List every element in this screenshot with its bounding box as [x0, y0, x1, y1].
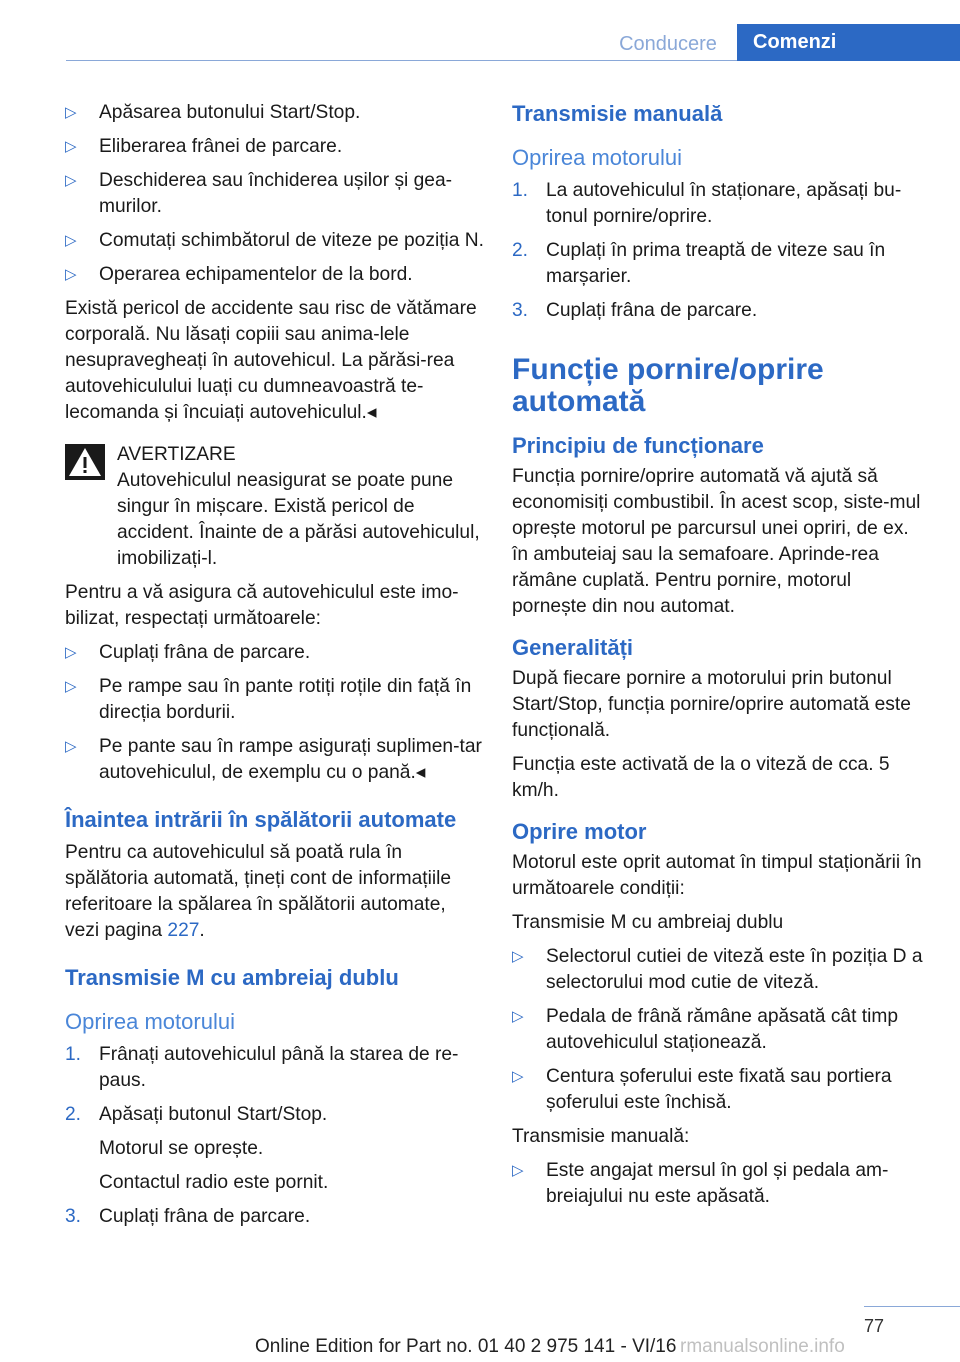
triangle-bullet-icon: ▷ [65, 644, 77, 661]
list-item: ▷ Eliberarea frânei de parcare. [65, 134, 485, 160]
list-item: ▷ Pe rampe sau în pante rotiți roțile din față în direcția bordurii. [65, 676, 472, 723]
stop-engine-heading: Oprirea motorului [65, 1009, 235, 1034]
carwash-heading: Înaintea intrării în spălătorii automate [65, 807, 457, 832]
step-item: 2. Apăsați butonul Start/Stop. [65, 1104, 328, 1125]
principle-paragraph: Funcția pornire/oprire automată vă ajută să economisiți combustibil. În acest scop, siste-mul oprește motorul pe parcursul unei opriri, de ex. în ambuteiaj sau la semafoare. Aprinde-rea rămâne cuplată. Pentru pornire, motorul pornește din nou automat. [512, 466, 921, 617]
list-item: ▷ Deschiderea sau închiderea ușilor și gea-murilor. [65, 170, 453, 217]
engine-off-heading: Oprire motor [512, 819, 647, 844]
triangle-bullet-icon: ▷ [512, 1008, 524, 1025]
step-item: 1. Frânați autovehiculul până la starea de re-paus. [65, 1044, 459, 1091]
manual-label: Transmisie manuală: [512, 1126, 690, 1147]
triangle-bullet-icon: ▷ [512, 1162, 524, 1179]
mdct-label: Transmisie M cu ambreiaj dublu [512, 912, 784, 933]
step-item: 1. La autovehiculul în staționare, apăsați bu-tonul pornire/oprire. [512, 180, 902, 227]
step-detail: Motorul se oprește. [99, 1138, 264, 1159]
left-column [65, 100, 485, 1238]
triangle-bullet-icon: ▷ [65, 172, 77, 189]
step-item: 2. Cuplați în prima treaptă de viteze sau în marșarier. [512, 240, 886, 287]
secure-intro: Pentru a vă asigura că autovehiculul este imo-bilizat, respectați următoarele: [65, 582, 459, 629]
list-item: ▷ Operarea echipamentelor de la bord. [65, 262, 485, 288]
step-item: 3. Cuplați frâna de parcare. [65, 1206, 311, 1227]
footer-rule [864, 1306, 960, 1307]
engine-off-paragraph: Motorul este oprit automat în timpul staționării în următoarele condiții: [512, 852, 922, 899]
speed-paragraph: Funcția este activată de la o viteză de cca. 5 km/h. [512, 754, 890, 801]
warning-block [65, 442, 485, 572]
right-column [512, 100, 927, 1218]
tab-comenzi[interactable]: Comenzi [737, 24, 960, 61]
carwash-paragraph: Pentru ca autovehiculul să poată rula în spălătoria automată, țineți cont de informațiile referitoare la spălarea în spălătorii automate, vezi pagina 227. [65, 842, 452, 941]
general-heading: Generalități [512, 635, 634, 660]
page-link[interactable]: 227 [167, 920, 200, 941]
step-detail: Contactul radio este pornit. [99, 1172, 329, 1193]
watermark: rmanualsonline.info [680, 1336, 845, 1357]
mdct-heading: Transmisie M cu ambreiaj dublu [65, 965, 399, 990]
list-item: ▷ Pedala de frână rămâne apăsată cât timp autovehiculul staționează. [512, 1006, 898, 1053]
warning-title: AVERTIZARE [117, 444, 236, 465]
warning-icon [65, 444, 105, 480]
triangle-bullet-icon: ▷ [65, 104, 77, 121]
autostart-heading: Funcție pornire/oprire automată [512, 353, 824, 418]
principle-heading: Principiu de funcționare [512, 433, 764, 458]
manual-heading: Transmisie manuală [512, 101, 723, 126]
list-item: ▷ Cuplați frâna de parcare. [65, 640, 485, 666]
triangle-bullet-icon: ▷ [65, 232, 77, 249]
triangle-bullet-icon: ▷ [512, 1068, 524, 1085]
tab-conducere[interactable]: Conducere [619, 33, 717, 55]
triangle-bullet-icon: ▷ [512, 948, 524, 965]
triangle-bullet-icon: ▷ [65, 138, 77, 155]
warning-text: Autovehiculul neasigurat se poate pune singur în mișcare. Există pericol de accident. Înainte de a părăsi autovehiculul, imobilizați-l. [117, 470, 480, 569]
danger-paragraph: Există pericol de accidente sau risc de vătămare corporală. Nu lăsați copiii sau anima-lele nesupravegheați în autovehicul. La părăsi-rea autovehiculului luați cu dumneavoastră te-lecomanda și încuiați autovehiculul.◂ [65, 298, 477, 423]
edition-line: Online Edition for Part no. 01 40 2 975 141 - VI/16 [255, 1336, 677, 1357]
triangle-bullet-icon: ▷ [65, 678, 77, 695]
list-item: ▷ Este angajat mersul în gol și pedala am-breiajului nu este apăsată. [512, 1160, 889, 1207]
step-item: 3. Cuplați frâna de parcare. [512, 300, 758, 321]
general-paragraph: După fiecare pornire a motorului prin butonul Start/Stop, funcția pornire/oprire automată este funcțională. [512, 668, 911, 741]
page-number: 77 [864, 1316, 885, 1336]
list-item: ▷ Selectorul cutiei de viteză este în poziția D a selectorului mod cutie de viteză. [512, 946, 923, 993]
list-item: ▷ Apăsarea butonului Start/Stop. [65, 100, 485, 126]
triangle-bullet-icon: ▷ [65, 266, 77, 283]
list-item: ▷ Comutați schimbătorul de viteze pe poziția N. [65, 228, 485, 254]
triangle-bullet-icon: ▷ [65, 738, 77, 755]
stop-engine-heading: Oprirea motorului [512, 145, 682, 170]
list-item: ▷ Centura șoferului este fixată sau portiera șoferului este închisă. [512, 1066, 892, 1113]
list-item: ▷ Pe pante sau în rampe asigurați suplimen-tar autovehiculul, de exemplu cu o pană.◂ [65, 736, 482, 783]
